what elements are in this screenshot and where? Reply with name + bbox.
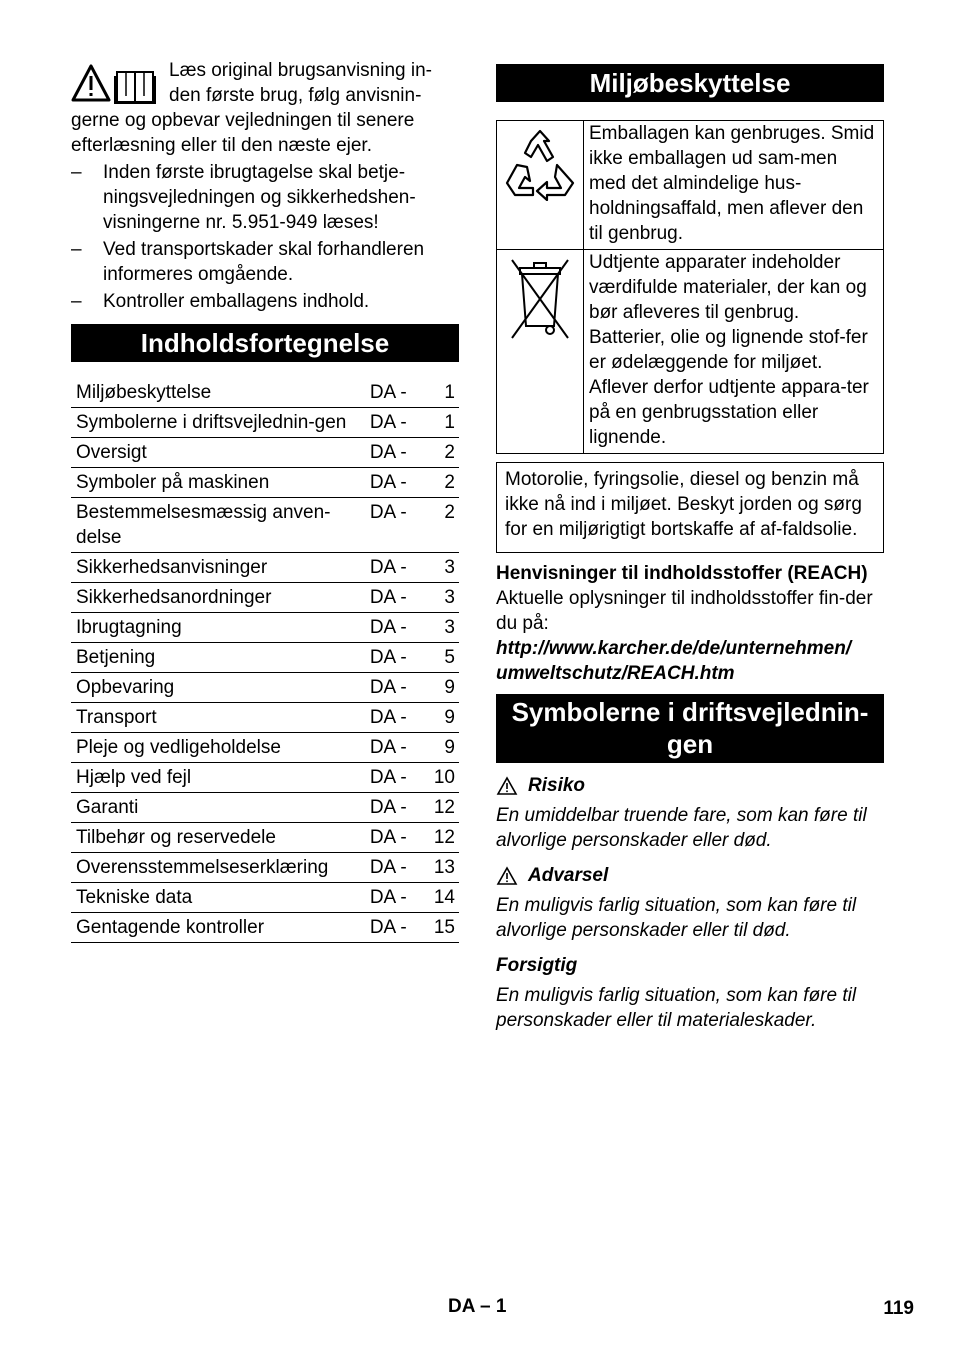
right-column [496, 64, 884, 1033]
bin-cell [497, 250, 584, 454]
table-row [71, 703, 459, 733]
toc-entry-lang: DA - [365, 703, 425, 733]
toc-entry-title: Transport [71, 703, 365, 733]
table-row [71, 643, 459, 673]
table-row [71, 438, 459, 468]
toc-entry-page: 9 [425, 673, 459, 703]
toc-entry-lang: DA - [365, 583, 425, 613]
toc-entry-page: 14 [425, 883, 459, 913]
toc-entry-title: Symbolerne i driftsvejlednin-gen [71, 408, 365, 438]
footer-section: DA – 1 [448, 1296, 507, 1317]
table-row [71, 673, 459, 703]
signal-word-label: Advarsel [528, 865, 609, 886]
reach-url-link[interactable]: http://www.karcher.de/de/unternehmen/ umweltschutz/REACH.htm [496, 638, 852, 684]
manual-book-icon [115, 72, 155, 104]
signal-word-description: En umiddelbar truende fare, som kan føre til alvorlige personskader eller død. [496, 805, 867, 851]
bullet-text: Ved transportskader skal forhandleren informeres omgående. [103, 239, 425, 285]
toc-entry-page: 9 [425, 733, 459, 763]
toc-entry-title: Tekniske data [71, 883, 365, 913]
toc-heading: Indholdsfortegnelse [71, 324, 459, 362]
toc-entry-page: 3 [425, 613, 459, 643]
oil-note: Motorolie, fyringsolie, diesel og benzin må ikke nå ind i miljøet. Beskyt jorden og sørg for en miljørigtigt bortskaffe af af-faldsolie. [496, 462, 884, 553]
list-item: – Inden første ibrugtagelse skal betje-ningsvejledningen og sikkerhedshen-visningerne nr. 5.951-949 læses! [71, 162, 416, 233]
toc-entry-lang: DA - [365, 793, 425, 823]
toc-entry-title: Overensstemmelseserklæring [71, 853, 365, 883]
table-row [497, 250, 884, 454]
toc-entry-page: 2 [425, 498, 459, 553]
bin-text: Udtjente apparater indeholder værdifulde materialer, der kan og bør afleveres til genbrug. Batterier, olie og lignende stof-fer er ødelæggende for miljøet. Aflever derfor udtjente appara-ter på en genbrugsstation eller lignende. [584, 250, 884, 454]
toc-entry-title: Garanti [71, 793, 365, 823]
signal-word-description: En muligvis farlig situation, som kan føre til personskader eller til materialeskader. [496, 985, 857, 1031]
symbols-heading: Symbolerne i driftsvejlednin- gen [496, 694, 884, 763]
bullet-text: Kontroller emballagens indhold. [103, 291, 370, 312]
toc-entry-page: 9 [425, 703, 459, 733]
reach-text: Aktuelle oplysninger til indholdsstoffer fin-der du på: [496, 588, 873, 634]
table-row [71, 853, 459, 883]
toc-entry-title: Hjælp ved fejl [71, 763, 365, 793]
table-row [497, 121, 884, 250]
toc-entry-page: 12 [425, 793, 459, 823]
intro-block [71, 58, 459, 158]
toc-entry-page: 3 [425, 553, 459, 583]
recycling-cell [497, 121, 584, 250]
toc-entry-title: Betjening [71, 643, 365, 673]
crossed-bin-icon [508, 256, 572, 340]
table-row [71, 378, 459, 408]
recycling-text: Emballagen kan genbruges. Smid ikke emballagen ud sam-men med det almindelige hus-holdningsaffald, men aflever den til genbrug. [584, 121, 884, 250]
toc-entry-lang: DA - [365, 613, 425, 643]
table-row [71, 913, 459, 943]
toc-entry-page: 12 [425, 823, 459, 853]
toc-entry-page: 5 [425, 643, 459, 673]
warning-icon [496, 866, 518, 886]
warning-icon [496, 776, 518, 796]
toc-entry-lang: DA - [365, 438, 425, 468]
table-row [71, 408, 459, 438]
toc-entry-lang: DA - [365, 913, 425, 943]
toc-entry-lang: DA - [365, 733, 425, 763]
signal-word-description: En muligvis farlig situation, som kan føre til alvorlige personskader eller til død. [496, 895, 857, 941]
toc-entry-title: Symboler på maskinen [71, 468, 365, 498]
environment-table [496, 120, 884, 454]
intro-icons [71, 64, 161, 108]
bullet-text: Inden første ibrugtagelse skal betje-ningsvejledningen og sikkerhedshen-visningerne nr. 5.951-949 læses! [103, 162, 416, 233]
intro-text: Læs original brugsanvisning in-den første brug, følg anvisnin-gerne og opbevar vejledningen til senere efterlæsning eller til den næste ejer. [71, 60, 432, 156]
warning-icon [73, 66, 109, 100]
toc-entry-lang: DA - [365, 468, 425, 498]
toc-entry-title: Ibrugtagning [71, 613, 365, 643]
toc-entry-page: 1 [425, 378, 459, 408]
toc-entry-page: 3 [425, 583, 459, 613]
list-item: – Ved transportskader skal forhandleren informeres omgående. [71, 239, 425, 285]
table-row [71, 823, 459, 853]
recycling-icon [503, 127, 577, 201]
table-row [71, 583, 459, 613]
toc-entry-lang: DA - [365, 643, 425, 673]
toc-entry-page: 15 [425, 913, 459, 943]
page-number: 119 [883, 1298, 914, 1319]
toc-table [71, 378, 459, 943]
table-row [71, 733, 459, 763]
toc-entry-page: 2 [425, 468, 459, 498]
toc-entry-lang: DA - [365, 883, 425, 913]
toc-entry-title: Bestemmelsesmæssig anven-delse [71, 498, 365, 553]
toc-entry-page: 13 [425, 853, 459, 883]
toc-entry-page: 1 [425, 408, 459, 438]
toc-entry-lang: DA - [365, 673, 425, 703]
signal-word-label: Forsigtig [496, 955, 578, 976]
toc-entry-title: Gentagende kontroller [71, 913, 365, 943]
toc-entry-lang: DA - [365, 378, 425, 408]
toc-entry-page: 2 [425, 438, 459, 468]
table-row [71, 763, 459, 793]
toc-entry-title: Opbevaring [71, 673, 365, 703]
toc-entry-lang: DA - [365, 823, 425, 853]
table-row [71, 883, 459, 913]
toc-entry-lang: DA - [365, 408, 425, 438]
reach-heading: Henvisninger til indholdsstoffer (REACH) [496, 563, 868, 584]
table-row [71, 793, 459, 823]
toc-entry-title: Sikkerhedsanordninger [71, 583, 365, 613]
toc-entry-title: Sikkerhedsanvisninger [71, 553, 365, 583]
toc-entry-lang: DA - [365, 853, 425, 883]
signal-word-label: Risiko [528, 775, 586, 796]
table-row [71, 498, 459, 553]
table-row [71, 613, 459, 643]
signal-word-item [496, 953, 884, 1033]
environment-heading: Miljøbeskyttelse [496, 64, 884, 102]
table-row [71, 468, 459, 498]
list-item: – Kontroller emballagens indhold. [71, 291, 370, 312]
intro-bullets [71, 160, 459, 314]
toc-entry-lang: DA - [365, 498, 425, 553]
signal-word-item [496, 773, 884, 853]
symbols-list [496, 773, 884, 1033]
signal-word-item [496, 863, 884, 943]
toc-entry-title: Pleje og vedligeholdelse [71, 733, 365, 763]
toc-entry-lang: DA - [365, 763, 425, 793]
left-column [71, 58, 459, 943]
toc-entry-page: 10 [425, 763, 459, 793]
toc-entry-title: Miljøbeskyttelse [71, 378, 365, 408]
toc-entry-title: Oversigt [71, 438, 365, 468]
toc-entry-title: Tilbehør og reservedele [71, 823, 365, 853]
toc-entry-lang: DA - [365, 553, 425, 583]
table-row [71, 553, 459, 583]
